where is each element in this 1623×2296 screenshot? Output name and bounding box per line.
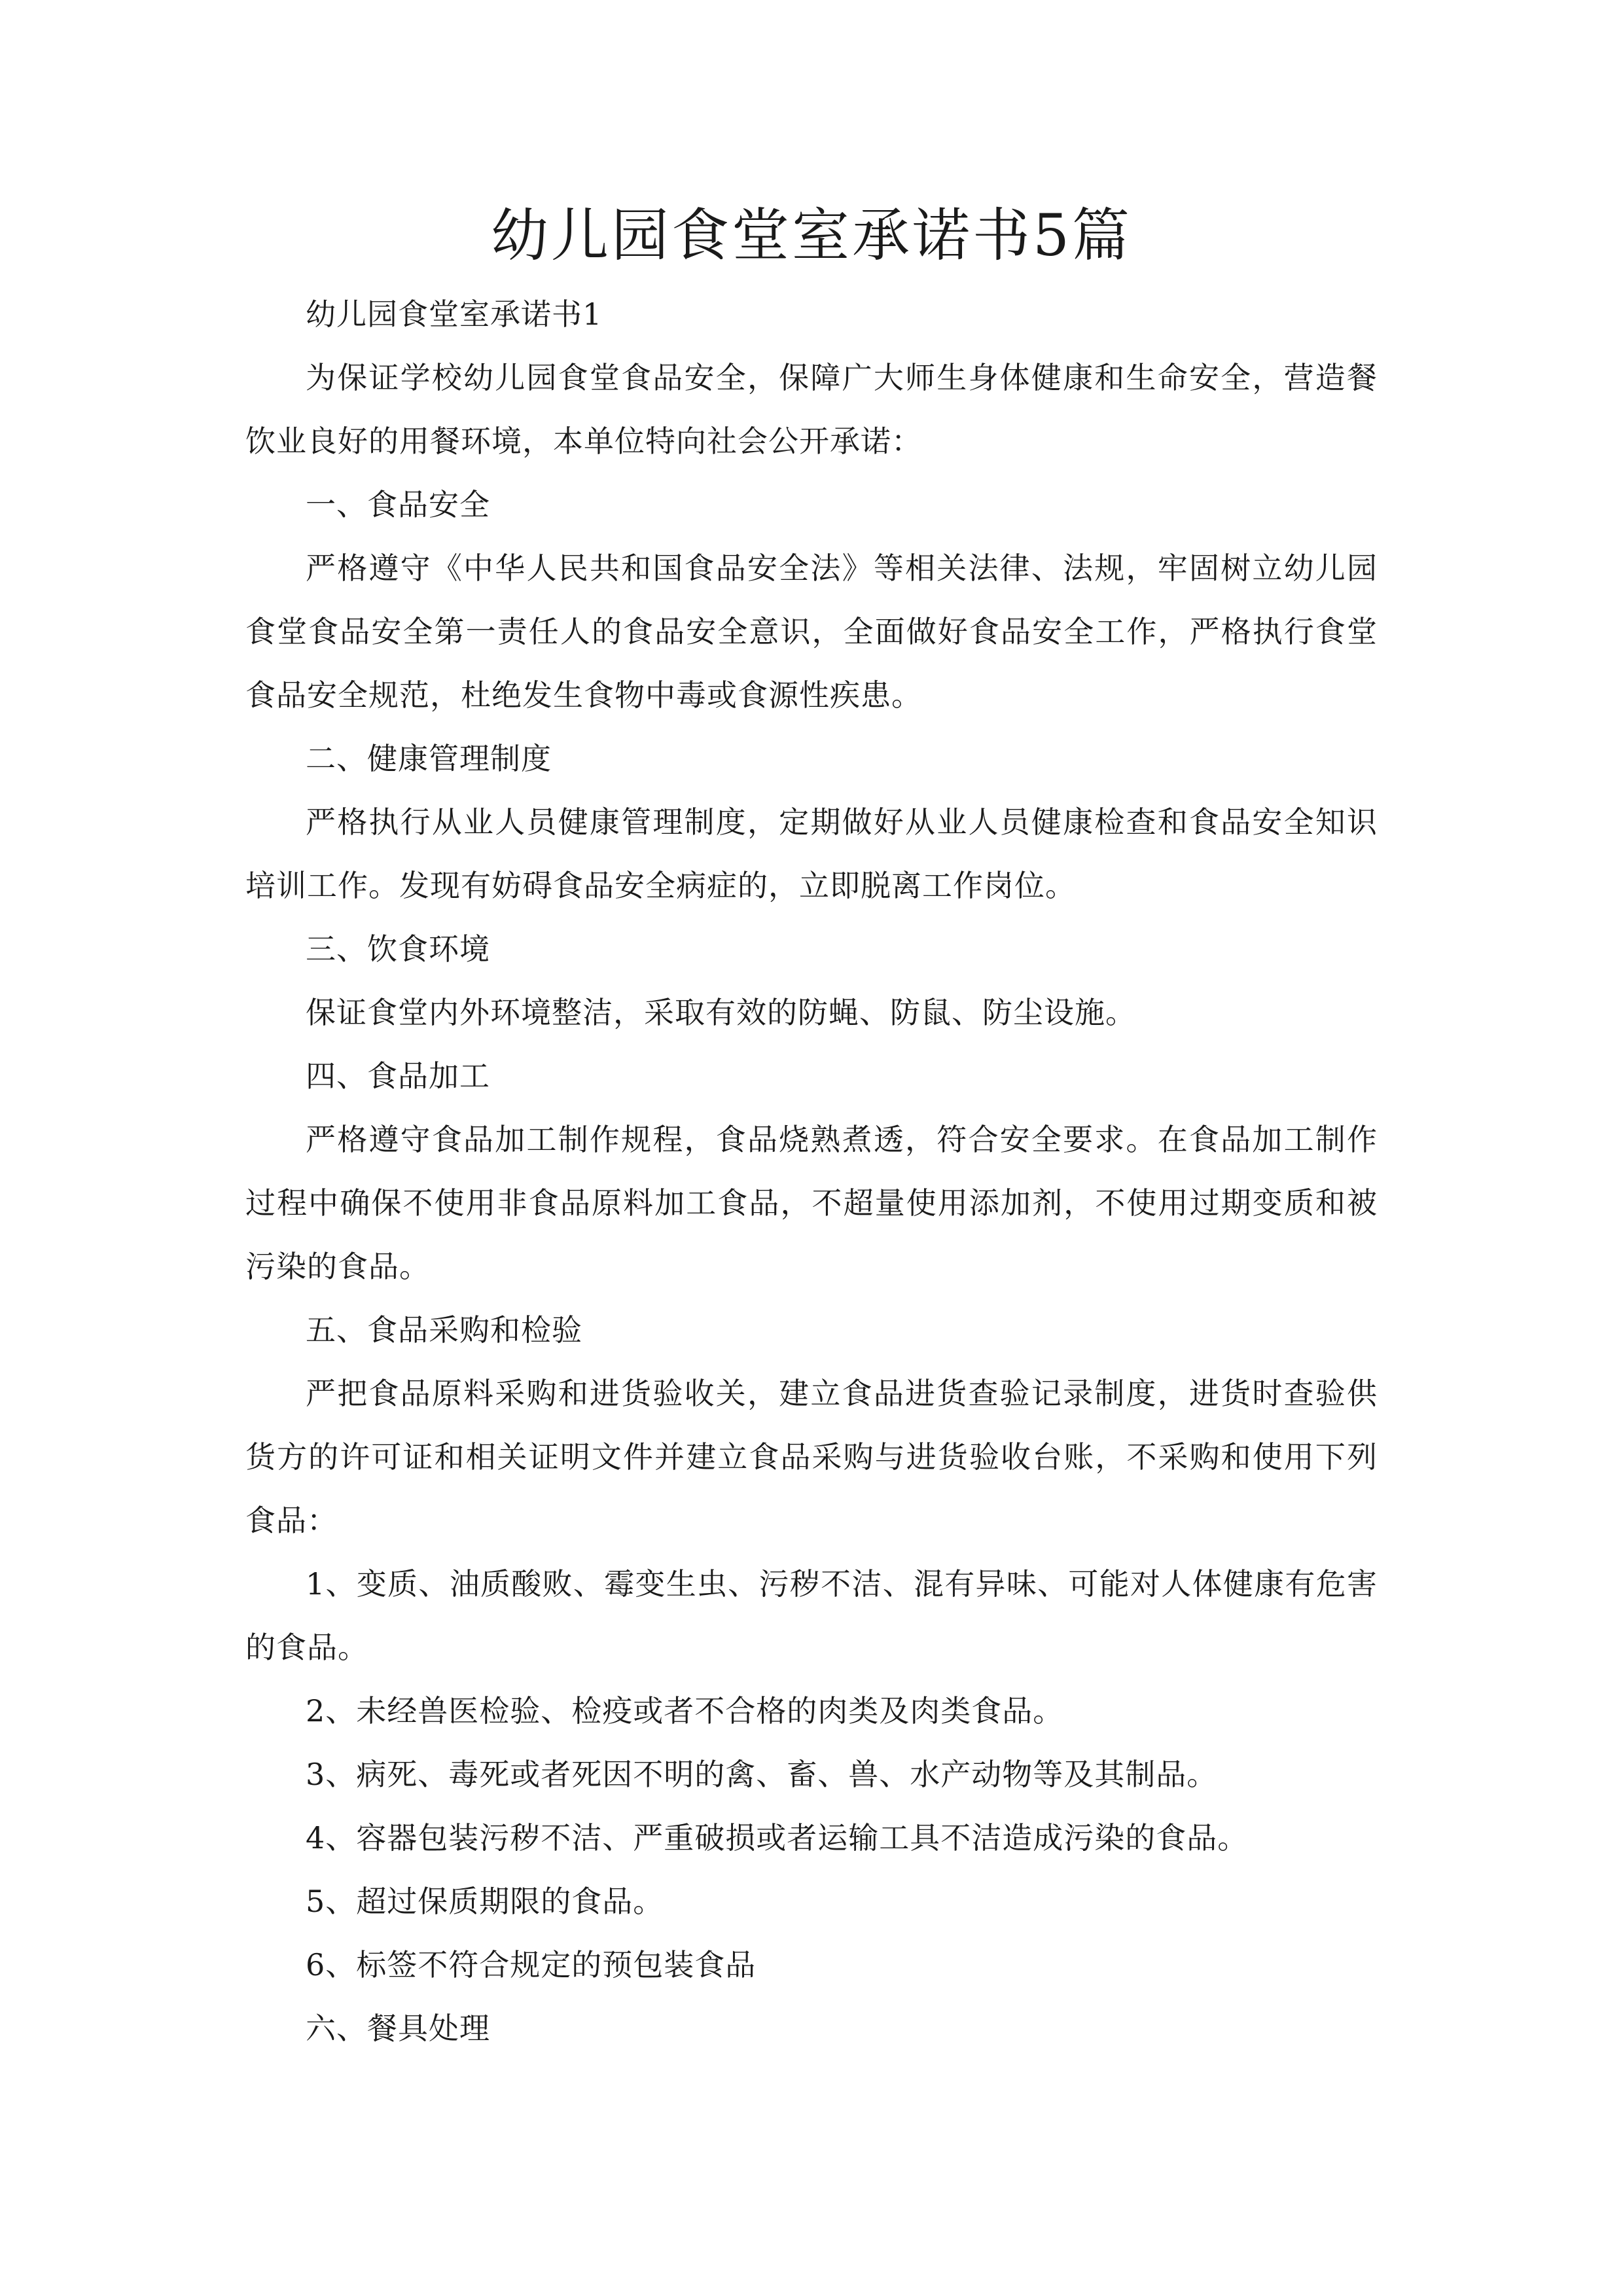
list-item: 5、超过保质期限的食品。 [306, 1884, 664, 1919]
subtitle-paragraph: 幼儿园食堂室承诺书1 [306, 296, 603, 332]
list-item: 3、病死、毒死或者死因不明的禽、畜、兽、水产动物等及其制品。 [306, 1757, 1218, 1792]
food-processing-paragraph: 严格遵守食品加工制作规程，食品烧熟煮透，符合安全要求。在食品加工制作过程中确保不使用非食品原料加工食品，不超量使用添加剂，不使用过期变质和被污染的食品。 [245, 1122, 1378, 1284]
purchase-inspection-paragraph: 严把食品原料采购和进货验收关，建立食品进货查验记录制度，进货时查验供货方的许可证和相关证明文件并建立食品采购与进货验收台账，不采购和使用下列食品： [245, 1376, 1378, 1538]
dining-environment-paragraph: 保证食堂内外环境整洁，采取有效的防蝇、防鼠、防尘设施。 [306, 995, 1136, 1030]
intro-paragraph: 为保证学校幼儿园食堂食品安全，保障广大师生身体健康和生命安全，营造餐饮业良好的用餐环境，本单位特向社会公开承诺： [245, 360, 1378, 459]
section-heading-health-management: 二、健康管理制度 [306, 741, 552, 776]
list-item: 1、变质、油质酸败、霉变生虫、污秽不洁、混有异味、可能对人体健康有危害的食品。 [245, 1566, 1378, 1665]
list-item: 2、未经兽医检验、检疫或者不合格的肉类及肉类食品。 [306, 1693, 1064, 1729]
section-heading-tableware: 六、餐具处理 [306, 2011, 490, 2046]
section-heading-food-safety: 一、食品安全 [306, 487, 490, 522]
list-item: 6、标签不符合规定的预包装食品 [306, 1947, 757, 1982]
section-heading-purchase-inspection: 五、食品采购和检验 [306, 1312, 582, 1348]
list-item: 4、容器包装污秽不洁、严重破损或者运输工具不洁造成污染的食品。 [306, 1820, 1249, 1856]
section-heading-dining-environment: 三、饮食环境 [306, 931, 490, 967]
document-body [245, 283, 1378, 2060]
document-title: 幼儿园食堂室承诺书5篇 [491, 202, 1132, 269]
section-heading-food-processing: 四、食品加工 [306, 1058, 490, 1094]
food-safety-paragraph: 严格遵守《中华人民共和国食品安全法》等相关法律、法规，牢固树立幼儿园食堂食品安全第一责任人的食品安全意识，全面做好食品安全工作，严格执行食堂食品安全规范，杜绝发生食物中毒或食源性疾患。 [245, 550, 1378, 713]
health-management-paragraph: 严格执行从业人员健康管理制度，定期做好从业人员健康检查和食品安全知识培训工作。发现有妨碍食品安全病症的，立即脱离工作岗位。 [245, 804, 1378, 903]
